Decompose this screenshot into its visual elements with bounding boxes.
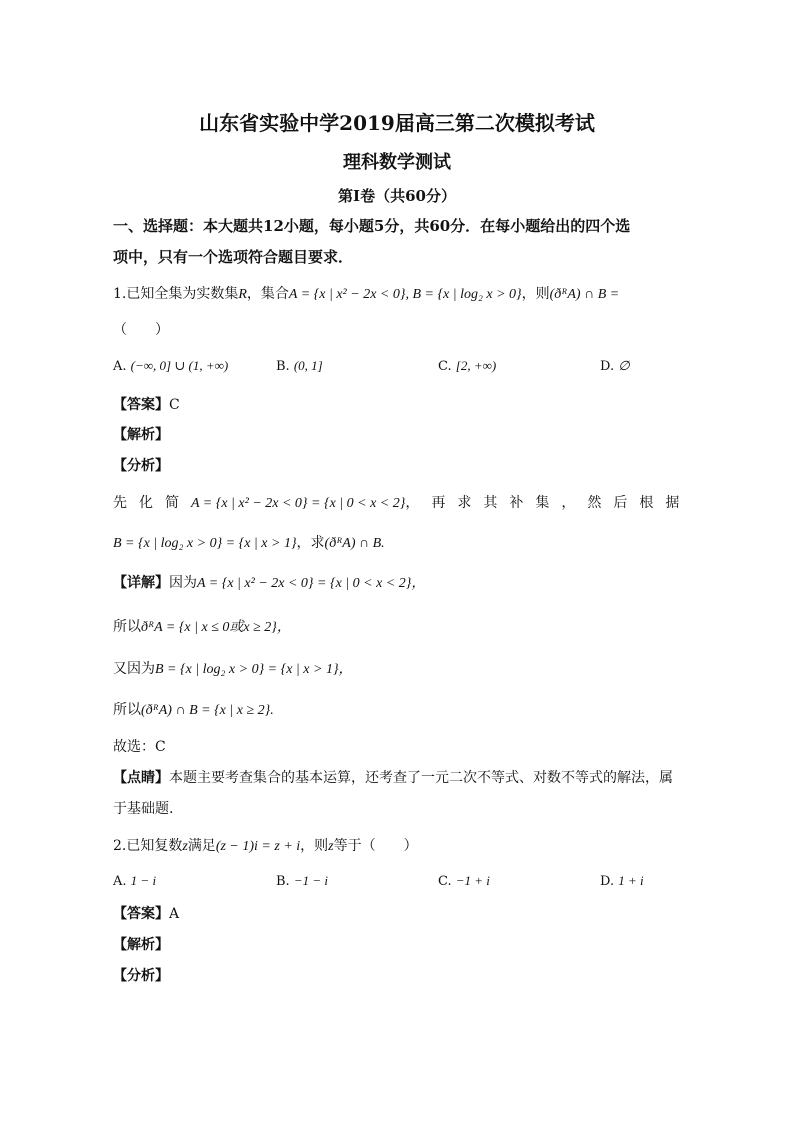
q2-option-d: D. 1 + i — [600, 873, 644, 889]
exam-subtitle: 理科数学测试 — [343, 152, 451, 173]
q1-option-d: D. ∅ — [600, 358, 630, 374]
q1-detail-line1: 【详解】因为A = {x | x² − 2x < 0} = {x | 0 < x < 2}， — [113, 575, 426, 591]
q1-jiexi-tag: 【解析】 — [113, 427, 169, 443]
q2-fenxi-tag: 【分析】 — [113, 968, 169, 984]
q1-fenxi-tag: 【分析】 — [113, 458, 169, 474]
answer-tag: 【答案】 — [113, 397, 169, 413]
exam-title: 山东省实验中学2019届高三第二次模拟考试 — [199, 111, 595, 135]
q1-fenxi-line2: B = {x | log₂ x > 0} = {x | x > 1}，求(ðᴿA) ∩ B. — [113, 535, 385, 551]
answer-value: C — [169, 397, 180, 413]
q1-stem-expr: (ðᴿA) ∩ B = — [549, 287, 620, 302]
dianjing-tag: 【点睛】 — [113, 770, 169, 786]
detail-tag: 【详解】 — [113, 575, 169, 591]
q1-dianjing-line1: 【点睛】本题主要考查集合的基本运算，还考查了一元二次不等式、对数不等式的解法，属 — [113, 770, 673, 786]
q1-stem-prefix: 1.已知全集为实数集 — [113, 286, 239, 302]
q1-stem-sets: A = {x | x² − 2x < 0}, B = {x | log₂ x > 0} — [288, 287, 522, 302]
q2-answer: 【答案】A — [113, 906, 180, 922]
q1-option-a: A. (−∞, 0] ∪ (1, +∞) — [113, 358, 229, 374]
q2-jiexi-tag: 【解析】 — [113, 937, 169, 953]
q1-detail-line2: 所以ðᴿA = {x | x ≤ 0或x ≥ 2}， — [113, 619, 291, 635]
q1-detail-line4: 所以(ðᴿA) ∩ B = {x | x ≥ 2}. — [113, 702, 274, 718]
section-heading-line1: 一、选择题：本大题共12小题，每小题5分，共60分．在每小题给出的四个选 — [113, 217, 631, 235]
q1-conclusion: 故选：C — [113, 739, 166, 755]
volume-heading: 第Ⅰ卷（共60分） — [338, 187, 456, 205]
q2-option-b: B. −1 − i — [276, 873, 328, 889]
q1-stem — [113, 284, 619, 305]
q1-paren: （ ） — [113, 322, 169, 338]
q1-answer — [113, 395, 180, 415]
q1-stem-suffix: ，则 — [521, 286, 550, 302]
q1-dianjing-line2: 于基础题. — [113, 801, 174, 817]
q1-stem-R: R — [238, 287, 247, 302]
q1-option-b: B. (0, 1] — [276, 358, 323, 374]
q2-option-a: A. 1 − i — [113, 873, 157, 889]
q2-stem: 2.已知复数z满足(z − 1)i = z + i，则z等于（ ） — [113, 838, 418, 854]
q1-detail-line3: 又因为B = {x | log₂ x > 0} = {x | x > 1}， — [113, 661, 353, 677]
q2-option-c: C. −1 + i — [438, 873, 490, 889]
section-heading-line2: 项中，只有一个选项符合题目要求． — [113, 248, 354, 266]
q1-option-c: C. [2, +∞) — [438, 358, 497, 374]
q1-fenxi-line1: 先化简A = {x | x² − 2x < 0} = {x | 0 < x < 2}，再求其补集，然后根据 — [113, 495, 692, 511]
q1-stem-mid: ，集合 — [246, 286, 289, 302]
